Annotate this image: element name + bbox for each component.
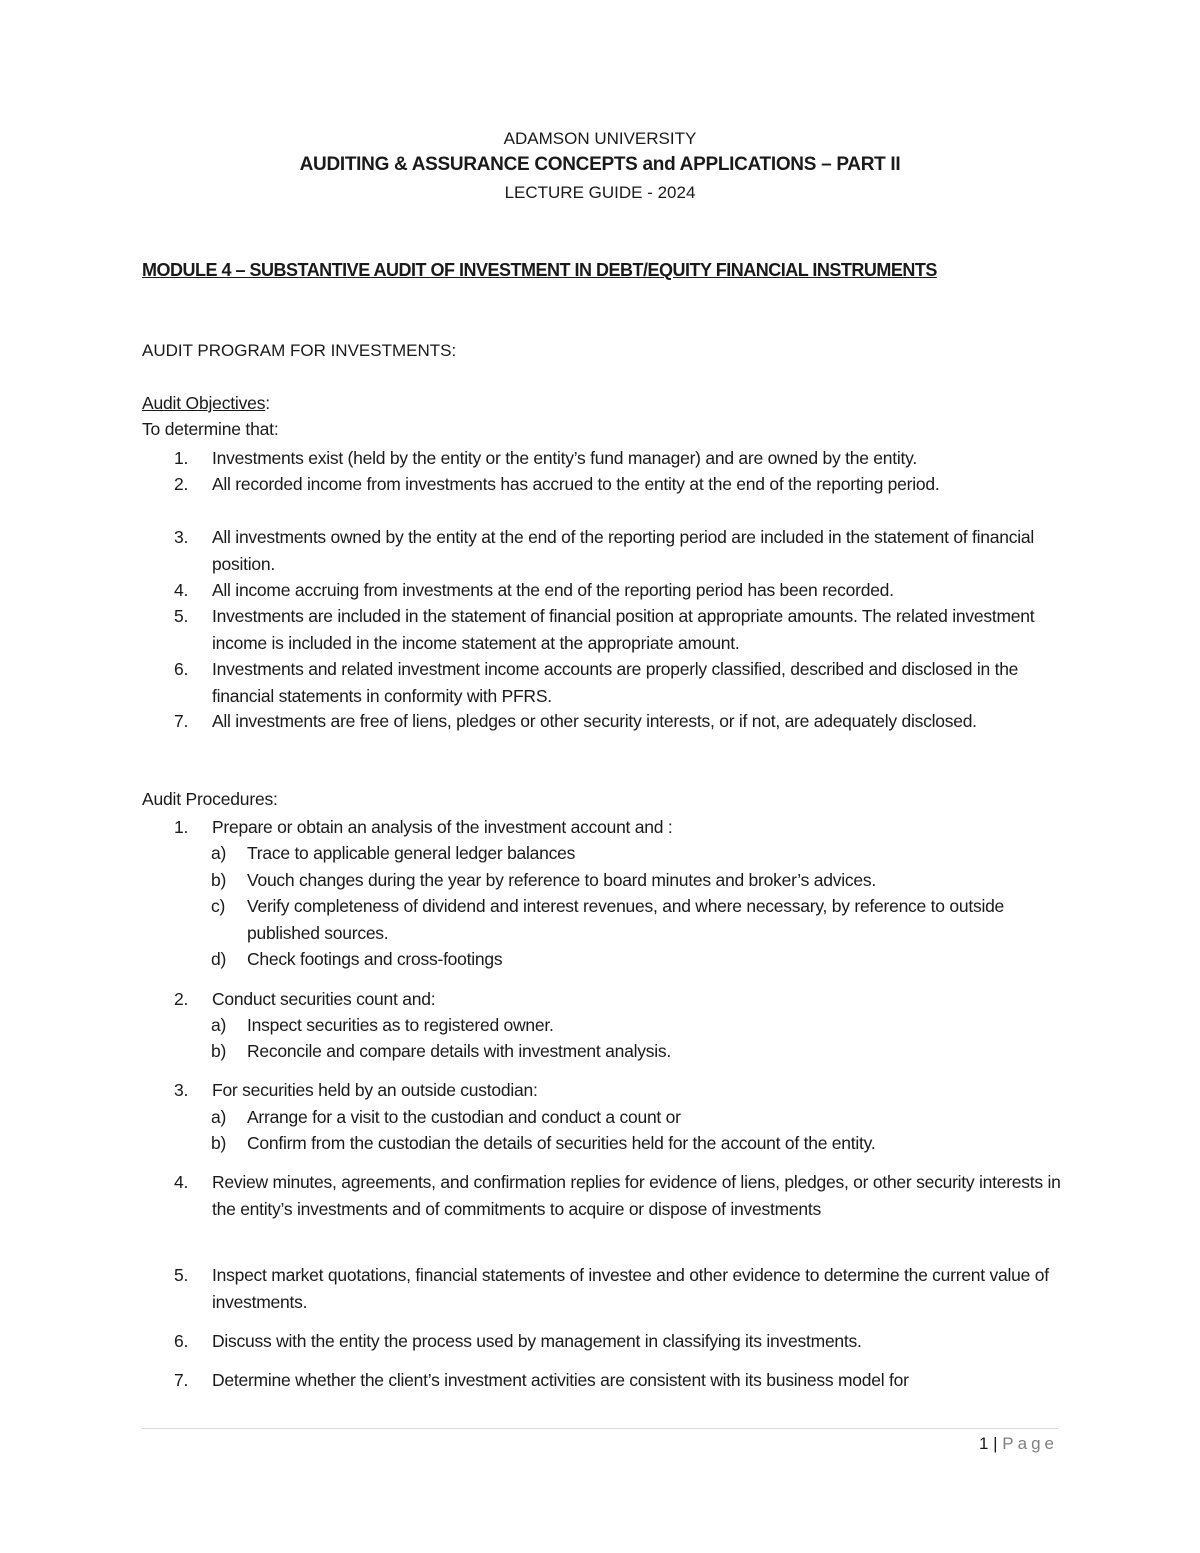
sub-text: Confirm from the custodian the details of securities held for the account of the entity. [247,1133,876,1153]
list-text: All recorded income from investments has accrued to the entity at the end of the reporting period. [212,474,940,494]
sub-text: Verify completeness of dividend and interest revenues, and where necessary, by reference to outside published sources. [247,896,1005,943]
list-number: 5. [174,606,189,626]
sub-letter: a) [211,1107,227,1127]
list-text: Investments and related investment income accounts are properly classified, described and disclosed in the financial statements in conformity with PFRS. [212,659,1019,706]
objectives-heading-colon: : [265,393,270,413]
course-title: AUDITING & ASSURANCE CONCEPTS and APPLICATIONS – PART II [299,154,901,175]
sub-text: Vouch changes during the year by reference to board minutes and broker’s advices. [247,870,876,890]
list-number: 3. [174,527,189,547]
list-text: Conduct securities count and: [212,989,436,1009]
sub-letter: b) [211,1133,227,1153]
page-footer [979,1434,1058,1454]
page-number: 1 [978,1434,989,1453]
sub-letter: b) [211,870,227,890]
list-text: For securities held by an outside custodian: [212,1080,538,1100]
list-number: 4. [174,1172,189,1192]
list-text: Investments exist (held by the entity or the entity’s fund manager) and are owned by the entity. [212,448,917,468]
list-text: Inspect market quotations, financial statements of investee and other evidence to determine the current value of investments. [212,1265,1049,1312]
list-number: 1. [174,448,189,468]
sub-text: Inspect securities as to registered owner. [247,1015,554,1035]
list-text: All investments owned by the entity at the end of the reporting period are included in the statement of financial position. [212,527,1034,574]
program-heading: AUDIT PROGRAM FOR INVESTMENTS: [142,341,457,360]
module-title: MODULE 4 – SUBSTANTIVE AUDIT OF INVESTMENT IN DEBT/EQUITY FINANCIAL INSTRUMENTS [142,260,937,280]
footer-divider [142,1428,1058,1429]
university-name: ADAMSON UNIVERSITY [503,129,697,148]
list-text: All investments are free of liens, pledges or other security interests, or if not, are adequately disclosed. [212,711,977,731]
sub-letter: c) [211,896,226,916]
sub-letter: b) [211,1041,227,1061]
objectives-heading-text: Audit Objectives [142,393,266,413]
list-number: 7. [174,1370,189,1390]
list-number: 7. [174,711,189,731]
list-text: All income accruing from investments at the end of the reporting period has been recorded. [212,580,894,600]
list-number: 5. [174,1265,189,1285]
page-word: Page [1002,1434,1058,1453]
list-number: 4. [174,580,189,600]
objectives-intro: To determine that: [142,419,279,439]
list-text: Prepare or obtain an analysis of the investment account and : [212,817,673,837]
procedures-heading: Audit Procedures: [142,789,278,809]
list-number: 2. [174,989,189,1009]
page-separator: | [988,1434,1003,1453]
list-number: 6. [174,1331,189,1351]
list-text: Investments are included in the statement of financial position at appropriate amounts. The related investment income is included in the income statement at the appropriate amount. [212,606,1035,653]
sub-letter: d) [211,949,227,969]
sub-text: Check footings and cross-footings [247,949,503,969]
list-number: 6. [174,659,189,679]
list-number: 1. [174,817,189,837]
sub-text: Trace to applicable general ledger balances [247,843,576,863]
sub-letter: a) [211,1015,227,1035]
sub-text: Arrange for a visit to the custodian and conduct a count or [247,1107,681,1127]
sub-letter: a) [211,843,227,863]
list-text: Review minutes, agreements, and confirmation replies for evidence of liens, pledges, or other security interests in the entity’s investments and of commitments to acquire or dispose of investments [212,1172,1061,1219]
sub-text: Reconcile and compare details with investment analysis. [247,1041,671,1061]
list-text: Determine whether the client’s investment activities are consistent with its business model for [212,1370,909,1390]
list-text: Discuss with the entity the process used by management in classifying its investments. [212,1331,862,1351]
list-number: 2. [174,474,189,494]
lecture-guide-label: LECTURE GUIDE - 2024 [504,183,696,202]
list-number: 3. [174,1080,189,1100]
objectives-heading [142,393,270,414]
